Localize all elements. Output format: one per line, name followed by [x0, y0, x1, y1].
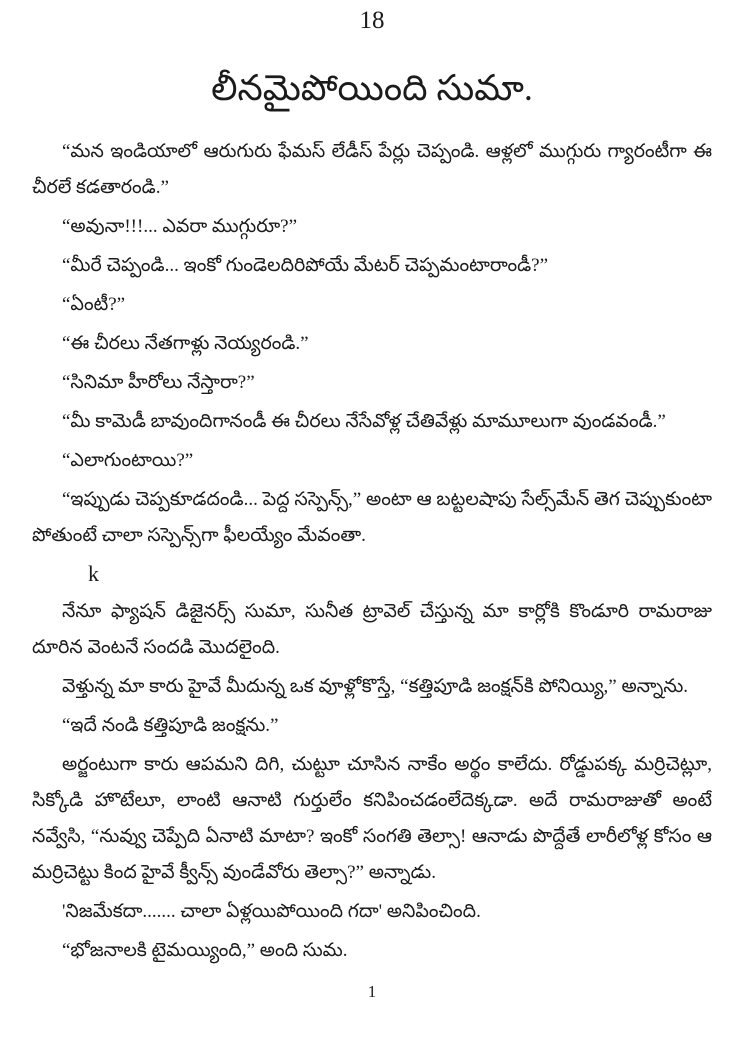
paragraph: “సినిమా హీరోలు నేస్తారా?”: [62, 372, 255, 393]
paragraph: “మన ఇండియాలో ఆరుగురు ఫేమస్ లేడీస్ పేర్లు చెప్పండి. ఆళ్లలో ముగ్గురు గ్యారంటీగా ఈ చీరలే కడతారండి.”: [32, 141, 712, 198]
paragraph: నేనూ ఫ్యాషన్ డిజైనర్స్ సుమా, సునీత ట్రావెల్ చేస్తున్న మా కార్లోకి కొండూరి రామరాజు దూరిన వెంటనే సందడి మొదలైంది.: [32, 601, 712, 658]
paragraph: అర్జంటుగా కారు ఆపమని దిగి, చుట్టూ చూసిన నాకేం అర్థం కాలేదు. రోడ్డుపక్క మర్రిచెట్లూ, సిక్కోడి హొటేలూ, లాంటి ఆనాటి గుర్తులేం కనిపించడంలేదెక్కడా. అదే రామరాజుతో అంటే నవ్వేసి, “నువ్వు చెప్పేది ఏనాటి మాటా? ఇంకో సంగతి తెల్సా! ఆనాడు పొద్దేతే లారీలోళ్ల కోసం ఆ మర్రిచెట్టు కింద హైవే క్వీన్స్ వుండేవోరు తెల్సా?” అన్నాడు.: [32, 754, 712, 883]
chapter-title: లీనమైపోయింది సుమా.: [211, 68, 533, 108]
chapter-page-number: 18: [359, 7, 385, 34]
paragraph: “అవునా!!!... ఎవరా ముగ్గురూ?”: [62, 216, 298, 237]
paragraph: “ఇప్పుడు చెప్పకూడదండి... పెద్ద సస్పెన్స్,” అంటా ఆ బట్టలషాపు సేల్స్‌మేన్ తెగ చెప్పుకుంటా పోతుంటే చాలా సస్పెన్స్‌గా ఫీలయ్యేం మేవంతా.: [32, 489, 712, 546]
body-text: [32, 134, 712, 969]
paragraph: 'నిజమేకదా....... చాలా ఏళ్లయిపోయింది గదా' అనిపించింది.: [62, 901, 481, 922]
paragraph: వెళ్తున్న మా కారు హైవే మీదున్న ఒక వూళ్లోకొస్తే, “కత్తిపూడి జంక్షన్‌కి పోనియ్యి,” అన్నాను.: [62, 676, 689, 697]
section-break-mark: k: [88, 561, 99, 586]
paragraph: “ఈ చీరలు నేతగాళ్లు నెయ్యరండి.”: [62, 333, 309, 354]
paragraph: “భోజనాలకి టైమయ్యింది,” అంది సుమ.: [62, 940, 348, 961]
paragraph: “ఇదే నండి కత్తిపూడి జంక్షను.”: [62, 715, 279, 736]
paragraph: “ఏంటీ?”: [62, 294, 126, 315]
paragraph: “మీరే చెప్పండి... ఇంకో గుండెలదిరిపోయే మేటర్ చెప్పమంటారాండీ?”: [62, 255, 549, 276]
paragraph: “ఎలాగుంటాయి?”: [62, 450, 194, 471]
footer-page-number: 1: [367, 982, 377, 1001]
paragraph: “మీ కామెడీ బావుందిగానండీ ఈ చీరలు నేసేవోళ్ల చేతివేళ్లు మామూలుగా వుండవండీ.”: [62, 411, 666, 432]
